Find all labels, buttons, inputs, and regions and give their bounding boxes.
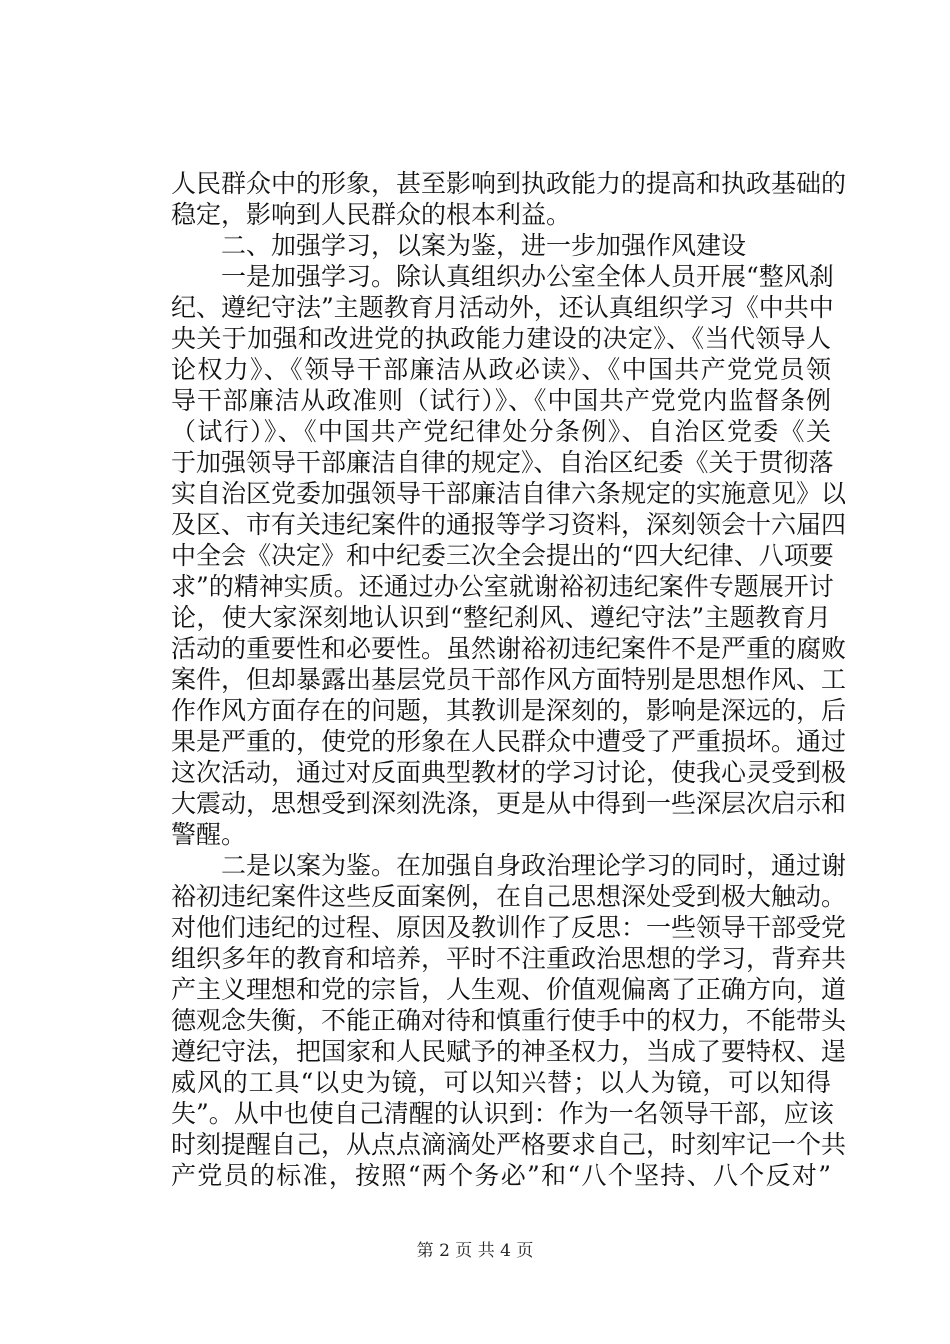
- body-text: [171, 168, 847, 1191]
- section-heading: 二、加强学习，以案为鉴，进一步加强作风建设: [221, 231, 747, 260]
- text-line: 求”的精神实质。还通过办公室就谢裕初违纪案件专题展开讨: [171, 572, 834, 601]
- text-line: 裕初违纪案件这些反面案例，在自己思想深处受到极大触动。: [171, 882, 847, 911]
- text-line: 德观念失衡，不能正确对待和慎重行使手中的权力，不能带头: [171, 1006, 847, 1035]
- paragraph-first-line: 二是以案为鉴。在加强自身政治理论学习的同时，通过谢: [221, 851, 847, 880]
- text-line: 组织多年的教育和培养，平时不注重政治思想的学习，背弃共: [171, 944, 847, 973]
- text-line: 警醒。: [171, 820, 247, 849]
- text-line: 案件，但却暴露出基层党员干部作风方面特别是思想作风、工: [171, 665, 847, 694]
- text-line: 失”。从中也使自己清醒的认识到：作为一名领导干部，应该: [171, 1099, 834, 1128]
- text-line: 央关于加强和改进党的执政能力建设的决定》、《当代领导人: [171, 324, 831, 353]
- text-line: 纪、遵纪守法”主题教育月活动外，还认真组织学习《中共中: [171, 293, 834, 322]
- text-line: 及区、市有关违纪案件的通报等学习资料，深刻领会十六届四: [171, 510, 847, 539]
- text-line: 遵纪守法，把国家和人民赋予的神圣权力，当成了要特权、逞: [171, 1037, 847, 1066]
- text-line: 人民群众中的形象，甚至影响到执政能力的提高和执政基础的: [171, 169, 847, 198]
- text-line: 这次活动，通过对反面典型教材的学习讨论，使我心灵受到极: [171, 758, 847, 787]
- text-line: 于加强领导干部廉洁自律的规定》、自治区纪委《关于贯彻落: [171, 448, 834, 477]
- text-line: 导干部廉洁从政准则（试行）》、《中国共产党党内监督条例: [171, 386, 831, 415]
- text-line: 作作风方面存在的问题，其教训是深刻的，影响是深远的，后: [171, 696, 847, 725]
- text-line: 产主义理想和党的宗旨，人生观、价值观偏离了正确方向，道: [171, 975, 847, 1004]
- text-line: 活动的重要性和必要性。虽然谢裕初违纪案件不是严重的腐败: [171, 634, 847, 663]
- page-number-footer: 第 2 页 共 4 页: [416, 1241, 534, 1261]
- text-line: 产党员的标准，按照“两个务必”和“八个坚持、八个反对”: [171, 1161, 831, 1190]
- text-line: 时刻提醒自己，从点点滴滴处严格要求自己，时刻牢记一个共: [171, 1130, 847, 1159]
- text-line: 中全会《决定》和中纪委三次全会提出的“四大纪律、八项要: [171, 541, 834, 570]
- text-line: 对他们违纪的过程、原因及教训作了反思：一些领导干部受党: [171, 913, 847, 942]
- text-line: 大震动，思想受到深刻洗涤，更是从中得到一些深层次启示和: [171, 789, 847, 818]
- paragraph-first-line: 一是加强学习。除认真组织办公室全体人员开展“整风刹: [221, 262, 834, 291]
- text-line: 威风的工具“以史为镜，可以知兴替；以人为镜，可以知得: [171, 1068, 831, 1097]
- text-line: （试行）》、《中国共产党纪律处分条例》、自治区党委《关: [171, 417, 831, 446]
- text-line: 实自治区党委加强领导干部廉洁自律六条规定的实施意见》以: [171, 479, 847, 508]
- text-line: 稳定，影响到人民群众的根本利益。: [171, 200, 572, 229]
- text-line: 论，使大家深刻地认识到“整纪刹风、遵纪守法”主题教育月: [171, 603, 831, 632]
- text-line: 论权力》、《领导干部廉洁从政必读》、《中国共产党党员领: [171, 355, 831, 384]
- text-line: 果是严重的，使党的形象在人民群众中遭受了严重损坏。通过: [171, 727, 847, 756]
